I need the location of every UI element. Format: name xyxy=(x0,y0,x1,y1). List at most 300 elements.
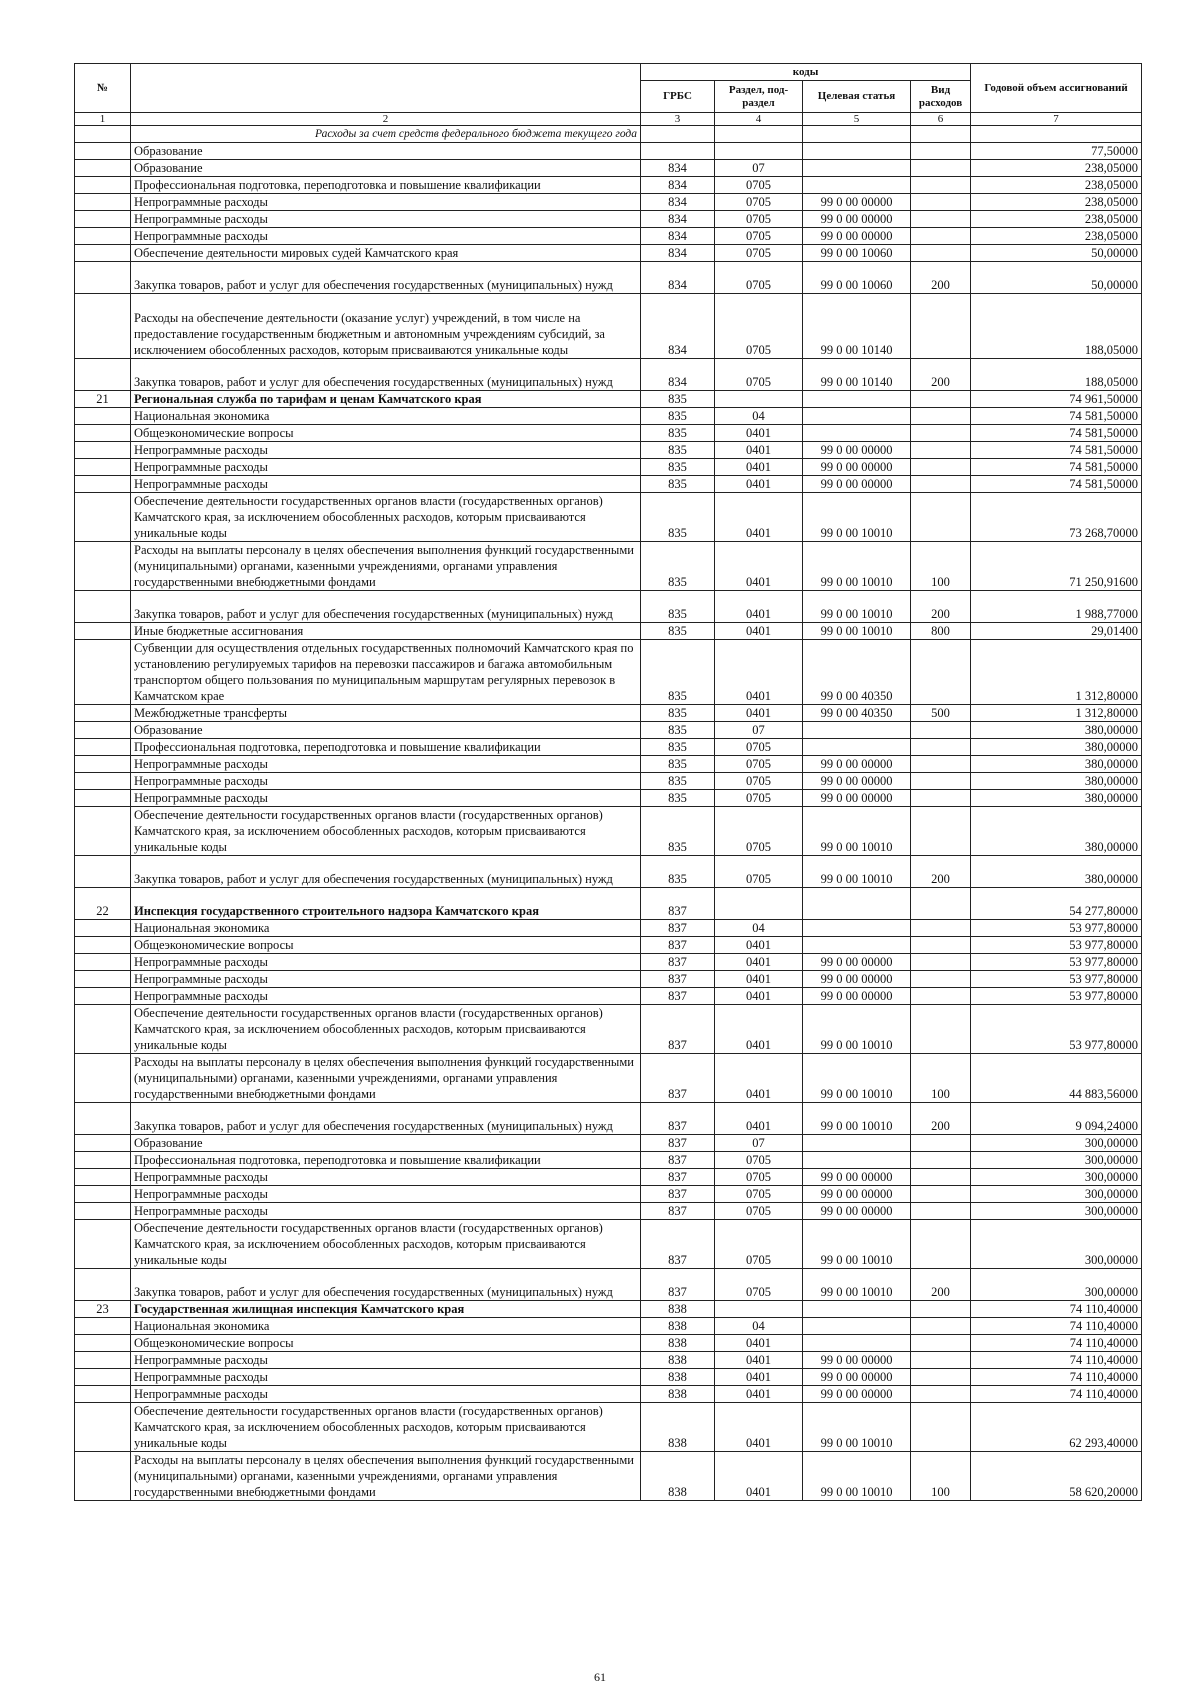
row-number xyxy=(75,211,131,228)
table-row xyxy=(75,856,1142,888)
row-name: Расходы на выплаты персоналу в целях обеспечения выполнения функций государственными (муниципальными) органами, казенными учреждениями, органами управления государственными внебюджетными фондами xyxy=(131,1452,641,1501)
row-target-article: 99 0 00 10010 xyxy=(803,856,911,888)
row-target-article: 99 0 00 40350 xyxy=(803,705,911,722)
row-name: Национальная экономика xyxy=(131,1318,641,1335)
table-row xyxy=(75,228,1142,245)
section-title: Расходы за счет средств федерального бюджета текущего года xyxy=(131,126,641,143)
row-razdel xyxy=(715,888,803,920)
row-grbs: 838 xyxy=(641,1318,715,1335)
row-amount: 380,00000 xyxy=(971,756,1142,773)
row-grbs: 834 xyxy=(641,245,715,262)
table-row xyxy=(75,920,1142,937)
row-amount: 1 988,77000 xyxy=(971,591,1142,623)
row-amount: 300,00000 xyxy=(971,1135,1142,1152)
row-amount: 238,05000 xyxy=(971,228,1142,245)
row-target-article xyxy=(803,391,911,408)
row-razdel: 0401 xyxy=(715,937,803,954)
row-expense-type xyxy=(911,211,971,228)
header-cs: Целевая статья xyxy=(803,81,911,113)
table-row xyxy=(75,739,1142,756)
row-expense-type xyxy=(911,773,971,790)
row-target-article: 99 0 00 00000 xyxy=(803,773,911,790)
row-target-article xyxy=(803,1335,911,1352)
row-grbs: 837 xyxy=(641,1135,715,1152)
table-row xyxy=(75,262,1142,294)
row-name: Непрограммные расходы xyxy=(131,954,641,971)
row-amount: 380,00000 xyxy=(971,790,1142,807)
row-amount: 74 581,50000 xyxy=(971,476,1142,493)
row-expense-type xyxy=(911,971,971,988)
row-target-article: 99 0 00 00000 xyxy=(803,1386,911,1403)
row-amount: 74 581,50000 xyxy=(971,442,1142,459)
row-amount: 73 268,70000 xyxy=(971,493,1142,542)
table-row xyxy=(75,459,1142,476)
row-target-article: 99 0 00 10010 xyxy=(803,1103,911,1135)
row-target-article: 99 0 00 10010 xyxy=(803,1054,911,1103)
row-number xyxy=(75,177,131,194)
row-target-article: 99 0 00 40350 xyxy=(803,640,911,705)
row-expense-type xyxy=(911,425,971,442)
row-razdel: 0705 xyxy=(715,359,803,391)
row-grbs: 837 xyxy=(641,1169,715,1186)
row-grbs: 834 xyxy=(641,177,715,194)
row-number xyxy=(75,937,131,954)
row-expense-type xyxy=(911,937,971,954)
row-name: Непрограммные расходы xyxy=(131,1386,641,1403)
table-row xyxy=(75,954,1142,971)
row-amount: 380,00000 xyxy=(971,722,1142,739)
header-colnum-7: 7 xyxy=(971,113,1142,126)
row-grbs: 835 xyxy=(641,856,715,888)
row-amount: 50,00000 xyxy=(971,262,1142,294)
table-row xyxy=(75,1369,1142,1386)
row-expense-type xyxy=(911,1318,971,1335)
row-name: Непрограммные расходы xyxy=(131,988,641,1005)
row-target-article xyxy=(803,143,911,160)
row-number xyxy=(75,294,131,359)
row-number xyxy=(75,591,131,623)
table-row xyxy=(75,245,1142,262)
row-expense-type xyxy=(911,1152,971,1169)
row-razdel: 04 xyxy=(715,408,803,425)
row-target-article: 99 0 00 00000 xyxy=(803,1369,911,1386)
row-expense-type xyxy=(911,722,971,739)
row-razdel: 0401 xyxy=(715,623,803,640)
row-amount: 300,00000 xyxy=(971,1220,1142,1269)
row-name: Непрограммные расходы xyxy=(131,1369,641,1386)
row-amount: 50,00000 xyxy=(971,245,1142,262)
row-name: Общеэкономические вопросы xyxy=(131,1335,641,1352)
table-row xyxy=(75,773,1142,790)
table-row xyxy=(75,790,1142,807)
row-razdel: 07 xyxy=(715,160,803,177)
row-amount: 300,00000 xyxy=(971,1203,1142,1220)
row-name: Региональная служба по тарифам и ценам Камчатского края xyxy=(131,391,641,408)
row-amount: 380,00000 xyxy=(971,856,1142,888)
table-row xyxy=(75,542,1142,591)
row-razdel: 0705 xyxy=(715,790,803,807)
table-row xyxy=(75,294,1142,359)
row-expense-type xyxy=(911,807,971,856)
row-target-article xyxy=(803,1135,911,1152)
row-expense-type xyxy=(911,459,971,476)
row-name: Расходы на выплаты персоналу в целях обеспечения выполнения функций государственными (муниципальными) органами, казенными учреждениями, органами управления государственными внебюджетными фондами xyxy=(131,1054,641,1103)
row-target-article: 99 0 00 00000 xyxy=(803,1169,911,1186)
row-grbs: 837 xyxy=(641,937,715,954)
row-grbs: 837 xyxy=(641,1005,715,1054)
row-amount: 380,00000 xyxy=(971,773,1142,790)
row-grbs: 835 xyxy=(641,623,715,640)
table-row xyxy=(75,194,1142,211)
row-name: Общеэкономические вопросы xyxy=(131,937,641,954)
row-grbs: 835 xyxy=(641,542,715,591)
row-razdel: 0401 xyxy=(715,1369,803,1386)
table-row xyxy=(75,143,1142,160)
row-target-article: 99 0 00 10010 xyxy=(803,1269,911,1301)
row-amount: 54 277,80000 xyxy=(971,888,1142,920)
row-razdel: 0401 xyxy=(715,1452,803,1501)
table-row xyxy=(75,1186,1142,1203)
row-target-article: 99 0 00 00000 xyxy=(803,756,911,773)
header-numbering-row xyxy=(75,113,1142,126)
row-expense-type xyxy=(911,391,971,408)
row-amount: 74 961,50000 xyxy=(971,391,1142,408)
row-amount: 58 620,20000 xyxy=(971,1452,1142,1501)
row-amount: 238,05000 xyxy=(971,211,1142,228)
row-number xyxy=(75,143,131,160)
row-expense-type xyxy=(911,1403,971,1452)
row-amount: 53 977,80000 xyxy=(971,954,1142,971)
row-number: 22 xyxy=(75,888,131,920)
table-row xyxy=(75,1005,1142,1054)
row-number xyxy=(75,459,131,476)
row-name: Непрограммные расходы xyxy=(131,1169,641,1186)
row-grbs: 835 xyxy=(641,756,715,773)
row-expense-type: 100 xyxy=(911,542,971,591)
table-row xyxy=(75,160,1142,177)
row-expense-type: 200 xyxy=(911,1269,971,1301)
row-razdel: 0705 xyxy=(715,773,803,790)
row-name: Закупка товаров, работ и услуг для обеспечения государственных (муниципальных) нужд xyxy=(131,1269,641,1301)
row-name: Закупка товаров, работ и услуг для обеспечения государственных (муниципальных) нужд xyxy=(131,1103,641,1135)
row-number xyxy=(75,262,131,294)
row-expense-type xyxy=(911,143,971,160)
table-row xyxy=(75,1135,1142,1152)
table-row xyxy=(75,888,1142,920)
row-target-article xyxy=(803,937,911,954)
row-name: Непрограммные расходы xyxy=(131,476,641,493)
row-expense-type xyxy=(911,790,971,807)
row-name: Непрограммные расходы xyxy=(131,1186,641,1203)
row-amount: 74 110,40000 xyxy=(971,1352,1142,1369)
table-row xyxy=(75,1335,1142,1352)
table-row xyxy=(75,359,1142,391)
table-row xyxy=(75,1452,1142,1501)
row-razdel: 0401 xyxy=(715,459,803,476)
row-number xyxy=(75,1135,131,1152)
row-grbs: 834 xyxy=(641,294,715,359)
row-name: Закупка товаров, работ и услуг для обеспечения государственных (муниципальных) нужд xyxy=(131,262,641,294)
header-vr: Вид расходов xyxy=(911,81,971,113)
row-target-article: 99 0 00 00000 xyxy=(803,476,911,493)
row-number xyxy=(75,1403,131,1452)
row-amount: 188,05000 xyxy=(971,359,1142,391)
row-number: 23 xyxy=(75,1301,131,1318)
row-grbs: 838 xyxy=(641,1386,715,1403)
table-row xyxy=(75,1386,1142,1403)
row-razdel: 0401 xyxy=(715,1386,803,1403)
row-number xyxy=(75,408,131,425)
row-expense-type xyxy=(911,1335,971,1352)
row-razdel: 0705 xyxy=(715,211,803,228)
row-expense-type: 200 xyxy=(911,359,971,391)
row-name: Расходы на обеспечение деятельности (оказание услуг) учреждений, в том числе на предоставление государственным бюджетным и автономным учреждениям субсидий, за исключением обособленных расходов, которым присваиваются уникальные коды xyxy=(131,294,641,359)
row-number xyxy=(75,756,131,773)
row-grbs: 838 xyxy=(641,1335,715,1352)
row-target-article: 99 0 00 10060 xyxy=(803,262,911,294)
row-grbs: 837 xyxy=(641,988,715,1005)
row-razdel: 0705 xyxy=(715,1203,803,1220)
row-amount: 44 883,56000 xyxy=(971,1054,1142,1103)
row-number xyxy=(75,493,131,542)
table-row xyxy=(75,591,1142,623)
row-amount: 300,00000 xyxy=(971,1169,1142,1186)
row-name: Закупка товаров, работ и услуг для обеспечения государственных (муниципальных) нужд xyxy=(131,359,641,391)
row-number xyxy=(75,476,131,493)
row-target-article: 99 0 00 10010 xyxy=(803,1403,911,1452)
row-amount: 74 110,40000 xyxy=(971,1369,1142,1386)
row-expense-type xyxy=(911,493,971,542)
row-name: Непрограммные расходы xyxy=(131,211,641,228)
row-expense-type xyxy=(911,1386,971,1403)
row-number xyxy=(75,1054,131,1103)
row-name: Обеспечение деятельности государственных органов власти (государственных органов) Камчатского края, за исключением обособленных расходов, которым присваиваются уникальные коды xyxy=(131,1005,641,1054)
row-grbs: 835 xyxy=(641,493,715,542)
row-name: Обеспечение деятельности государственных органов власти (государственных органов) Камчатского края, за исключением обособленных расходов, которым присваиваются уникальные коды xyxy=(131,1220,641,1269)
row-grbs: 835 xyxy=(641,790,715,807)
row-grbs: 838 xyxy=(641,1452,715,1501)
row-grbs: 837 xyxy=(641,1186,715,1203)
row-razdel: 0401 xyxy=(715,1005,803,1054)
row-razdel xyxy=(715,143,803,160)
table-row xyxy=(75,971,1142,988)
row-number xyxy=(75,228,131,245)
row-target-article: 99 0 00 10010 xyxy=(803,1220,911,1269)
row-name: Профессиональная подготовка, переподготовка и повышение квалификации xyxy=(131,177,641,194)
row-expense-type xyxy=(911,739,971,756)
row-razdel: 0401 xyxy=(715,988,803,1005)
row-amount: 238,05000 xyxy=(971,177,1142,194)
row-name: Закупка товаров, работ и услуг для обеспечения государственных (муниципальных) нужд xyxy=(131,856,641,888)
row-grbs: 837 xyxy=(641,888,715,920)
row-name: Образование xyxy=(131,160,641,177)
row-name: Обеспечение деятельности государственных органов власти (государственных органов) Камчатского края, за исключением обособленных расходов, которым присваиваются уникальные коды xyxy=(131,807,641,856)
row-name: Непрограммные расходы xyxy=(131,1352,641,1369)
section-title-row xyxy=(75,126,1142,143)
row-grbs: 837 xyxy=(641,954,715,971)
row-grbs: 837 xyxy=(641,1103,715,1135)
row-number xyxy=(75,790,131,807)
row-name: Обеспечение деятельности государственных органов власти (государственных органов) Камчатского края, за исключением обособленных расходов, которым присваиваются уникальные коды xyxy=(131,493,641,542)
row-amount: 62 293,40000 xyxy=(971,1403,1142,1452)
row-razdel: 0401 xyxy=(715,971,803,988)
header-colnum-1: 1 xyxy=(75,113,131,126)
row-expense-type xyxy=(911,160,971,177)
row-name: Субвенции для осуществления отдельных государственных полномочий Камчатского края по установлению регулируемых тарифов на перевозки пассажиров и багажа автомобильным транспортом общего пользования по муниципальным маршрутам регулярных перевозок в Камчатском крае xyxy=(131,640,641,705)
row-number xyxy=(75,245,131,262)
row-grbs: 837 xyxy=(641,1220,715,1269)
row-razdel: 0401 xyxy=(715,425,803,442)
row-name: Профессиональная подготовка, переподготовка и повышение квалификации xyxy=(131,1152,641,1169)
table-row xyxy=(75,623,1142,640)
row-target-article: 99 0 00 00000 xyxy=(803,988,911,1005)
row-amount: 300,00000 xyxy=(971,1152,1142,1169)
row-amount: 74 581,50000 xyxy=(971,425,1142,442)
row-razdel: 0401 xyxy=(715,1352,803,1369)
table-row xyxy=(75,1318,1142,1335)
row-grbs: 834 xyxy=(641,194,715,211)
table-row xyxy=(75,988,1142,1005)
row-razdel: 0401 xyxy=(715,542,803,591)
table-row xyxy=(75,1352,1142,1369)
row-razdel: 0705 xyxy=(715,739,803,756)
header-colnum-2: 2 xyxy=(131,113,641,126)
row-grbs: 837 xyxy=(641,1152,715,1169)
row-amount: 380,00000 xyxy=(971,807,1142,856)
row-expense-type: 200 xyxy=(911,591,971,623)
row-number xyxy=(75,1352,131,1369)
row-number xyxy=(75,920,131,937)
header-codes: коды xyxy=(641,64,971,81)
row-razdel: 0705 xyxy=(715,228,803,245)
row-razdel: 07 xyxy=(715,722,803,739)
row-target-article xyxy=(803,888,911,920)
row-number xyxy=(75,359,131,391)
row-expense-type: 800 xyxy=(911,623,971,640)
row-target-article xyxy=(803,920,911,937)
row-target-article: 99 0 00 10010 xyxy=(803,807,911,856)
table-row xyxy=(75,177,1142,194)
row-expense-type xyxy=(911,442,971,459)
row-target-article: 99 0 00 10010 xyxy=(803,623,911,640)
table-row xyxy=(75,211,1142,228)
row-name: Непрограммные расходы xyxy=(131,228,641,245)
row-target-article xyxy=(803,408,911,425)
row-target-article: 99 0 00 10010 xyxy=(803,591,911,623)
budget-table xyxy=(74,63,1142,1501)
row-razdel: 0705 xyxy=(715,1186,803,1203)
row-razdel: 04 xyxy=(715,1318,803,1335)
row-expense-type xyxy=(911,228,971,245)
row-amount: 74 110,40000 xyxy=(971,1386,1142,1403)
row-amount: 53 977,80000 xyxy=(971,971,1142,988)
row-amount: 300,00000 xyxy=(971,1186,1142,1203)
row-grbs: 837 xyxy=(641,920,715,937)
row-target-article: 99 0 00 00000 xyxy=(803,971,911,988)
row-number xyxy=(75,1269,131,1301)
row-razdel: 0705 xyxy=(715,1220,803,1269)
row-expense-type: 100 xyxy=(911,1054,971,1103)
row-target-article: 99 0 00 10140 xyxy=(803,359,911,391)
row-grbs: 835 xyxy=(641,591,715,623)
row-name: Непрограммные расходы xyxy=(131,773,641,790)
row-target-article xyxy=(803,739,911,756)
row-razdel: 0401 xyxy=(715,954,803,971)
row-grbs: 835 xyxy=(641,459,715,476)
row-target-article xyxy=(803,177,911,194)
row-target-article: 99 0 00 00000 xyxy=(803,954,911,971)
row-name: Закупка товаров, работ и услуг для обеспечения государственных (муниципальных) нужд xyxy=(131,591,641,623)
table-row xyxy=(75,1403,1142,1452)
row-razdel xyxy=(715,391,803,408)
row-amount: 53 977,80000 xyxy=(971,1005,1142,1054)
table-row xyxy=(75,722,1142,739)
row-number xyxy=(75,1220,131,1269)
row-razdel: 0705 xyxy=(715,807,803,856)
row-razdel: 0401 xyxy=(715,1103,803,1135)
table-row xyxy=(75,1054,1142,1103)
row-target-article: 99 0 00 00000 xyxy=(803,194,911,211)
row-number xyxy=(75,442,131,459)
row-expense-type xyxy=(911,920,971,937)
row-name: Непрограммные расходы xyxy=(131,971,641,988)
row-grbs: 838 xyxy=(641,1352,715,1369)
row-number xyxy=(75,1203,131,1220)
row-expense-type xyxy=(911,888,971,920)
row-target-article: 99 0 00 10010 xyxy=(803,493,911,542)
row-grbs: 835 xyxy=(641,739,715,756)
row-number xyxy=(75,1103,131,1135)
row-name: Межбюджетные трансферты xyxy=(131,705,641,722)
row-name: Непрограммные расходы xyxy=(131,790,641,807)
row-expense-type xyxy=(911,408,971,425)
table-row xyxy=(75,1301,1142,1318)
row-target-article: 99 0 00 00000 xyxy=(803,459,911,476)
table-row xyxy=(75,391,1142,408)
table-row xyxy=(75,493,1142,542)
row-razdel: 0401 xyxy=(715,591,803,623)
table-row xyxy=(75,442,1142,459)
row-target-article: 99 0 00 10010 xyxy=(803,542,911,591)
row-grbs: 835 xyxy=(641,640,715,705)
row-target-article: 99 0 00 10010 xyxy=(803,1005,911,1054)
row-number xyxy=(75,705,131,722)
row-target-article: 99 0 00 10010 xyxy=(803,1452,911,1501)
row-name: Непрограммные расходы xyxy=(131,442,641,459)
row-expense-type xyxy=(911,988,971,1005)
row-target-article: 99 0 00 00000 xyxy=(803,211,911,228)
row-razdel: 0401 xyxy=(715,1335,803,1352)
table-row xyxy=(75,476,1142,493)
row-razdel: 0705 xyxy=(715,245,803,262)
row-razdel: 0401 xyxy=(715,476,803,493)
header-colnum-5: 5 xyxy=(803,113,911,126)
row-amount: 380,00000 xyxy=(971,739,1142,756)
row-amount: 53 977,80000 xyxy=(971,988,1142,1005)
row-grbs: 834 xyxy=(641,262,715,294)
row-grbs: 835 xyxy=(641,722,715,739)
row-name: Непрограммные расходы xyxy=(131,756,641,773)
row-amount: 188,05000 xyxy=(971,294,1142,359)
row-amount: 9 094,24000 xyxy=(971,1103,1142,1135)
table-row xyxy=(75,756,1142,773)
row-expense-type xyxy=(911,1369,971,1386)
row-target-article: 99 0 00 00000 xyxy=(803,1203,911,1220)
row-expense-type xyxy=(911,177,971,194)
header-razdel: Раздел, под-раздел xyxy=(715,81,803,113)
row-number xyxy=(75,1386,131,1403)
row-razdel: 0401 xyxy=(715,640,803,705)
